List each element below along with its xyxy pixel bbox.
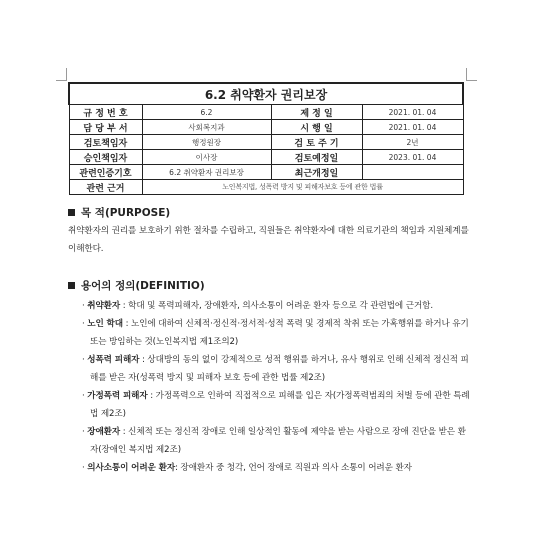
definition-term: 장애환자 xyxy=(87,427,121,437)
document-title: 6.2 취약환자 권리보장 xyxy=(69,83,463,105)
meta-label: 관련인증기호 xyxy=(69,165,142,180)
definition-term: 노인 학대 xyxy=(87,319,123,329)
definition-item: · 장애환자 : 신체적 또는 정신적 장애로 인해 일상적인 활동에 제약을 받는 사람으로 장애 진단을 받은 환자(장애인 복지법 제2조) xyxy=(82,427,466,455)
definition-desc: : 상대방의 동의 없이 강제적으로 성적 행위를 하거나, 유사 행위로 인해 신체적 정신적 피해를 받은 자(성폭력 방지 및 피해자 보호 등에 관한 법률 제2조) xyxy=(90,355,469,383)
meta-label: 시 행 일 xyxy=(271,120,362,135)
document-page xyxy=(68,82,472,477)
definition-desc: : 신체적 또는 정신적 장애로 인해 일상적인 활동에 제약을 받는 사람으로 장애 진단을 받은 환자(장애인 복지법 제2조) xyxy=(90,427,466,455)
meta-label: 승인책임자 xyxy=(69,150,142,165)
bullet-square-icon xyxy=(68,282,75,289)
meta-label: 검토책임자 xyxy=(69,135,142,150)
meta-value: 2년 xyxy=(362,135,463,150)
meta-label: 검토예정일 xyxy=(271,150,362,165)
definition-desc: : 장애환자 중 청각, 언어 장애로 직원과 의사 소통이 어려운 환자 xyxy=(175,463,412,473)
meta-label: 담 당 부 서 xyxy=(69,120,142,135)
meta-row xyxy=(69,120,463,135)
crop-mark-top-right xyxy=(466,68,477,81)
meta-value: 2021. 01. 04 xyxy=(362,120,463,135)
meta-value: 6.2 취약환자 권리보장 xyxy=(142,165,271,180)
definition-desc: : 학대 및 폭력피해자, 장애환자, 의사소통이 어려운 환자 등으로 각 관련법에 근거함. xyxy=(120,301,434,311)
bullet-square-icon xyxy=(68,209,75,216)
meta-label: 검 토 주 기 xyxy=(271,135,362,150)
meta-row xyxy=(69,105,463,120)
definition-item: · 의사소통이 어려운 환자: 장애환자 중 청각, 언어 장애로 직원과 의사 소통이 어려운 환자 xyxy=(82,463,412,473)
meta-row xyxy=(69,165,463,180)
meta-value: 2021. 01. 04 xyxy=(362,105,463,120)
definition-item: · 노인 학대 : 노인에 대하여 신체적·정신적·정서적·성적 폭력 및 경제적 착취 또는 가혹행위를 하거나 유기 또는 방임하는 것(노인복지법 제1조의2) xyxy=(82,319,469,347)
meta-label: 규 정 번 호 xyxy=(69,105,142,120)
definition-heading-text: 용어의 정의(DEFINITIO) xyxy=(81,280,205,292)
definition-term: 취약환자 xyxy=(87,301,121,311)
definition-item: · 취약환자 : 학대 및 폭력피해자, 장애환자, 의사소통이 어려운 환자 등으로 각 관련법에 근거함. xyxy=(82,301,434,311)
meta-value: 6.2 xyxy=(142,105,271,120)
definition-desc: : 노인에 대하여 신체적·정신적·정서적·성적 폭력 및 경제적 착취 또는 가혹행위를 하거나 유기 또는 방임하는 것(노인복지법 제1조의2) xyxy=(90,319,469,347)
definition-term: 의사소통이 어려운 환자 xyxy=(87,463,176,473)
purpose-heading-text: 목 적(PURPOSE) xyxy=(81,207,171,219)
meta-value: 2023. 01. 04 xyxy=(362,150,463,165)
definition-desc: : 가정폭력으로 인하여 직접적으로 피해를 입은 자(가정폭력범죄의 처벌 등에 관한 특례법 제2조) xyxy=(90,391,470,419)
definition-term: 가정폭력 피해자 xyxy=(87,391,148,401)
related-value: 노인복지법, 성폭력 방지 및 피해자보호 등에 관한 법률 xyxy=(142,180,463,195)
meta-row-related xyxy=(69,180,463,195)
meta-value: 사회복지과 xyxy=(142,120,271,135)
meta-row xyxy=(69,135,463,150)
purpose-text: 취약환자의 권리를 보호하기 위한 절차를 수립하고, 직원들은 취약환자에 대한 의료기관의 책임과 지원체계를 이해한다. xyxy=(68,226,469,254)
definition-item: · 가정폭력 피해자 : 가정폭력으로 인하여 직접적으로 피해를 입은 자(가정폭력범죄의 처벌 등에 관한 특례법 제2조) xyxy=(82,391,470,419)
crop-mark-top-left xyxy=(56,68,67,81)
meta-label: 제 정 일 xyxy=(271,105,362,120)
policy-meta-table xyxy=(68,82,464,195)
meta-value xyxy=(362,165,463,180)
meta-label: 최근개정일 xyxy=(271,165,362,180)
meta-value: 이사장 xyxy=(142,150,271,165)
purpose-heading xyxy=(68,205,472,220)
definition-heading xyxy=(68,278,472,293)
related-label: 관련 근거 xyxy=(69,180,142,195)
definition-item: · 성폭력 피해자 : 상대방의 동의 없이 강제적으로 성적 행위를 하거나, 유사 행위로 인해 신체적 정신적 피해를 받은 자(성폭력 방지 및 피해자 보호 등에 관한 법률 제2조) xyxy=(82,355,469,383)
definition-term: 성폭력 피해자 xyxy=(87,355,140,365)
meta-row xyxy=(69,150,463,165)
meta-value: 행정원장 xyxy=(142,135,271,150)
